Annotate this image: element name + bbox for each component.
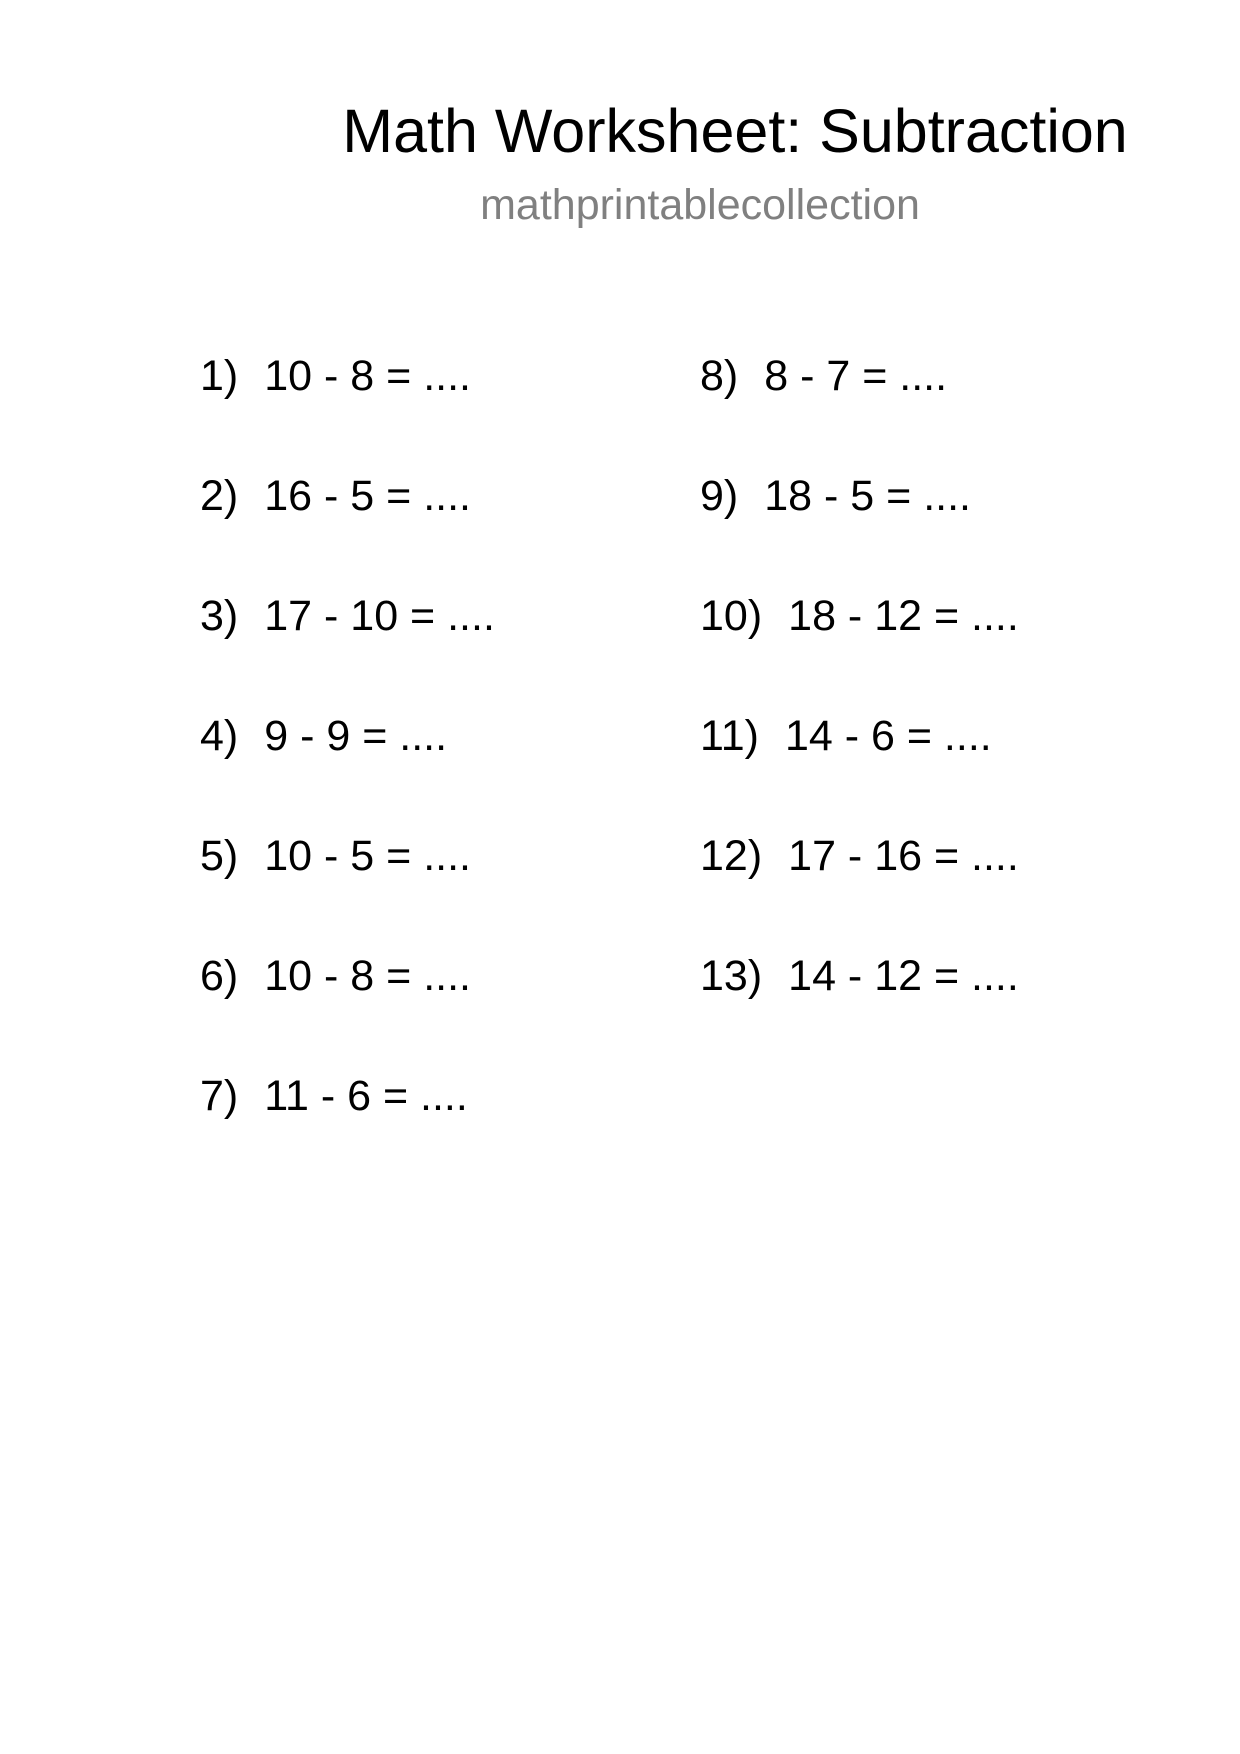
problem-item (700, 468, 1019, 588)
problem-number: 1) (200, 352, 239, 400)
problem-item (700, 948, 1019, 1068)
problem-item (200, 468, 495, 588)
problem-expression: 14 - 12 = .... (788, 952, 1019, 1000)
problem-item (700, 708, 1019, 828)
problem-expression: 18 - 12 = .... (788, 592, 1019, 640)
problem-number: 3) (200, 592, 239, 640)
problem-item (700, 348, 1019, 468)
problem-column-right (700, 348, 1019, 1068)
page-subtitle: mathprintablecollection (480, 181, 920, 229)
problem-item (200, 828, 495, 948)
problem-expression: 10 - 8 = .... (264, 352, 471, 400)
problem-item (200, 1068, 495, 1188)
problem-item (200, 348, 495, 468)
problem-expression: 16 - 5 = .... (264, 472, 471, 520)
problem-expression: 17 - 10 = .... (264, 592, 495, 640)
problem-number: 13) (700, 952, 763, 1000)
problem-expression: 18 - 5 = .... (764, 472, 971, 520)
problem-column-left (200, 348, 495, 1188)
problem-number: 9) (700, 472, 739, 520)
problem-item (200, 588, 495, 708)
problem-expression: 17 - 16 = .... (788, 832, 1019, 880)
problem-number: 5) (200, 832, 239, 880)
problem-number: 10) (700, 592, 763, 640)
problem-item (700, 588, 1019, 708)
problem-item (200, 708, 495, 828)
problem-expression: 9 - 9 = .... (264, 712, 448, 760)
problem-number: 11) (700, 712, 759, 760)
page-title: Math Worksheet: Subtraction (342, 97, 1128, 165)
problem-item (700, 828, 1019, 948)
problem-number: 6) (200, 952, 239, 1000)
problem-expression: 14 - 6 = .... (784, 712, 992, 760)
problem-expression: 8 - 7 = .... (764, 352, 948, 400)
problem-expression: 10 - 8 = .... (264, 952, 471, 1000)
problem-number: 4) (200, 712, 239, 760)
problem-expression: 10 - 5 = .... (264, 832, 471, 880)
problem-number: 12) (700, 832, 763, 880)
problem-expression: 11 - 6 = .... (264, 1072, 468, 1120)
problem-item (200, 948, 495, 1068)
problem-number: 7) (200, 1072, 239, 1120)
problem-number: 2) (200, 472, 239, 520)
problem-number: 8) (700, 352, 739, 400)
